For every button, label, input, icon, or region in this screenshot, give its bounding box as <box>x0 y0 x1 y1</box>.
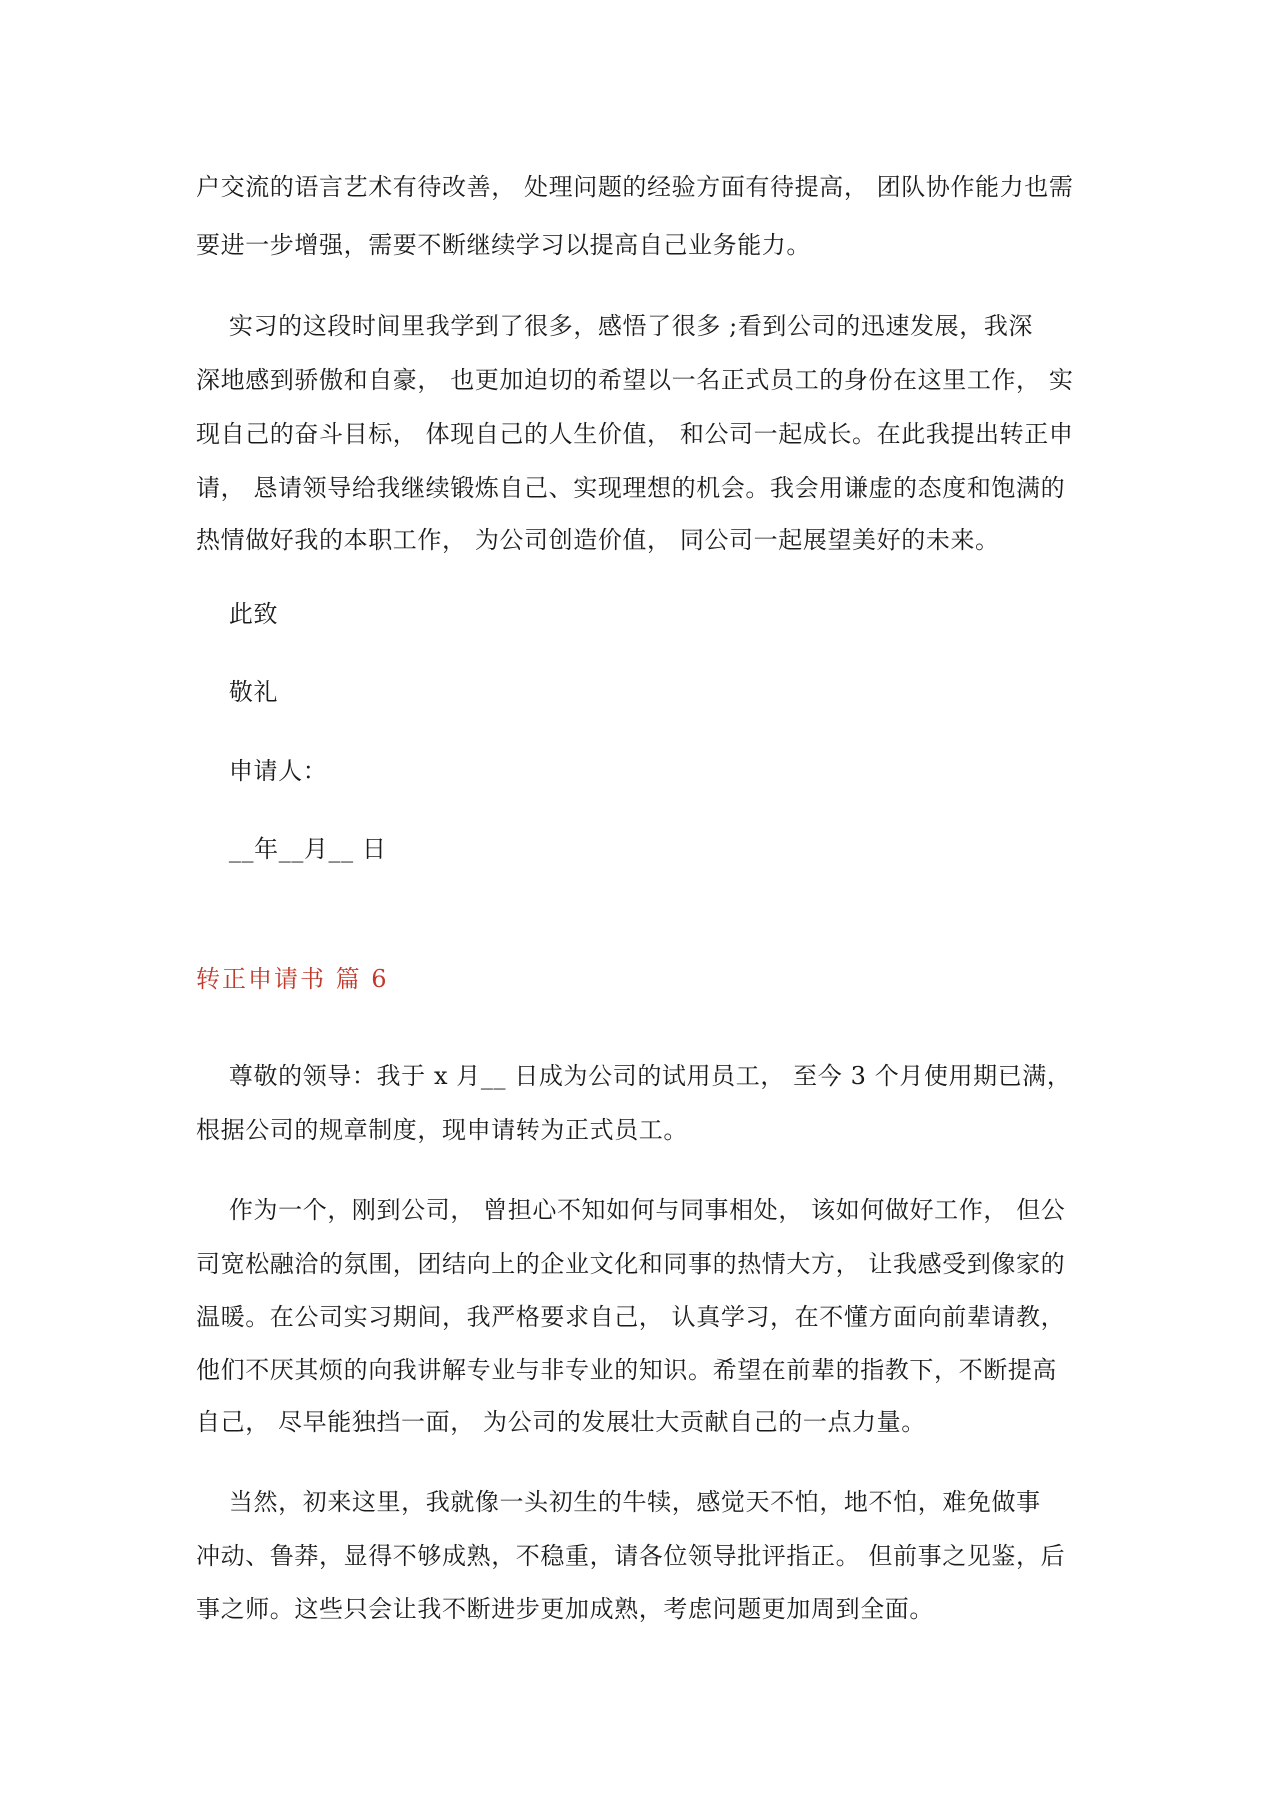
paragraph-line: 请， 恳请领导给我继续锻炼自己、实现理想的机会。我会用谦虚的态度和饱满的 <box>196 474 1066 502</box>
paragraph-line: 当然，初来这里，我就像一头初生的牛犊，感觉天不怕，地不怕，难免做事 <box>196 1488 1041 1516</box>
paragraph-line: 热情做好我的本职工作， 为公司创造价值， 同公司一起展望美好的未来。 <box>196 526 1000 554</box>
paragraph-line: 深地感到骄傲和自豪， 也更加迫切的希望以一名正式员工的身份在这里工作， 实 <box>196 366 1074 394</box>
paragraph-line: 事之师。这些只会让我不断进步更加成熟，考虑问题更加周到全面。 <box>196 1595 934 1623</box>
closing-text: 此致 <box>196 600 279 628</box>
paragraph-line: 实习的这段时间里我学到了很多，感悟了很多 ;看到公司的迅速发展，我深 <box>196 312 1034 340</box>
paragraph-line: 户交流的语言艺术有待改善， 处理问题的经验方面有待提高， 团队协作能力也需 <box>196 173 1074 201</box>
paragraph-line: 作为一个，刚到公司， 曾担心不知如何与同事相处， 该如何做好工作， 但公 <box>196 1196 1066 1224</box>
paragraph-line: 根据公司的规章制度，现申请转为正式员工。 <box>196 1116 688 1144</box>
paragraph-line: 自己， 尽早能独挡一面， 为公司的发展壮大贡献自己的一点力量。 <box>196 1408 926 1436</box>
paragraph-line: 冲动、鲁莽，显得不够成熟，不稳重，请各位领导批评指正。 但前事之见鉴，后 <box>196 1542 1066 1570</box>
paragraph-line: 司宽松融洽的氛围，团结向上的企业文化和同事的热情大方， 让我感受到像家的 <box>196 1250 1066 1278</box>
section-title: 转正申请书 篇 6 <box>196 965 389 993</box>
salute-text: 敬礼 <box>196 678 279 706</box>
date-line: __年__月__ 日 <box>196 835 387 863</box>
paragraph-line: 他们不厌其烦的向我讲解专业与非专业的知识。希望在前辈的指教下，不断提高 <box>196 1356 1057 1384</box>
paragraph-line: 现自己的奋斗目标， 体现自己的人生价值， 和公司一起成长。在此我提出转正申 <box>196 420 1074 448</box>
paragraph-line: 温暖。在公司实习期间，我严格要求自己， 认真学习，在不懂方面向前辈请教， <box>196 1303 1066 1331</box>
paragraph-line: 要进一步增强，需要不断继续学习以提高自己业务能力。 <box>196 231 811 259</box>
paragraph-line: 尊敬的领导：我于 x 月__ 日成为公司的试用员工， 至今 3 个月使用期已满， <box>196 1062 1072 1090</box>
applicant-label: 申请人： <box>196 757 328 785</box>
